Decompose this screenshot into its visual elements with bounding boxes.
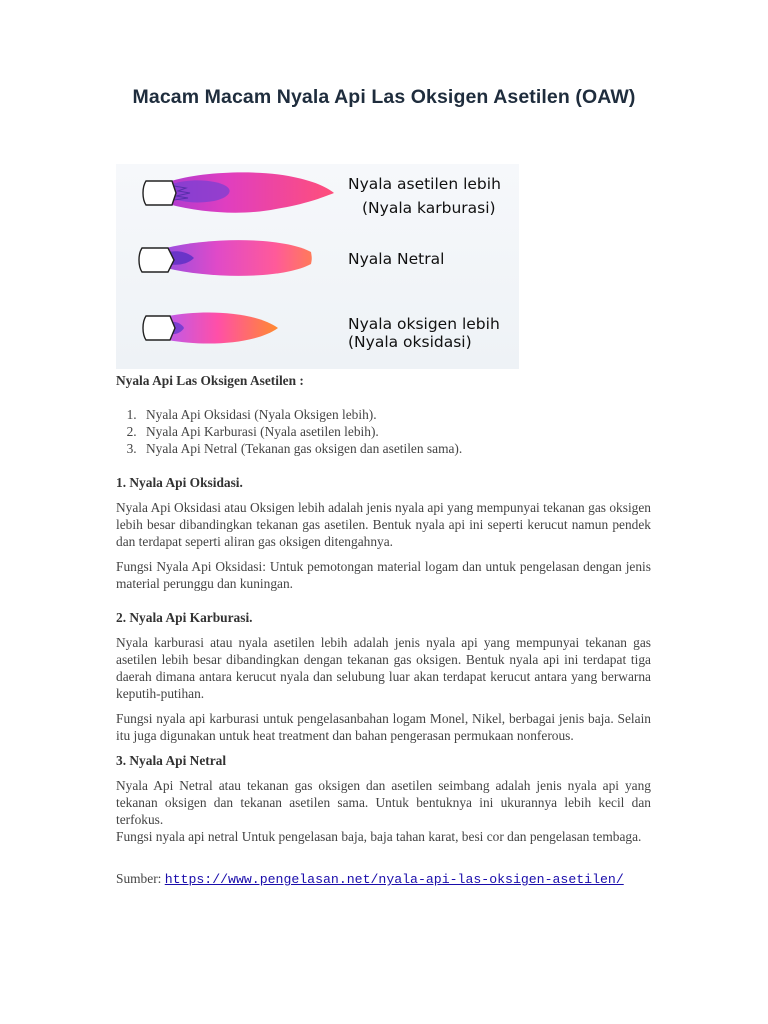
section-paragraph: Nyala Api Oksidasi atau Oksigen lebih adalah jenis nyala api yang mempunyai tekanan gas oksigen lebih besar dibandingkan tekanan gas asetilen. Bentuk nyala api ini seperti kerucut namun pendek dan terdapat seperti aliran gas oksigen ditengahnya.: [116, 500, 651, 549]
section-paragraph: Fungsi nyala api netral Untuk pengelasan baja, baja tahan karat, besi cor dan pengelasan tembaga.: [116, 829, 642, 844]
list-item: 3. Nyala Api Netral (Tekanan gas oksigen dan asetilen sama).: [140, 440, 651, 457]
figure-label-carburizing-line1: Nyala asetilen lebih: [348, 175, 501, 193]
section-paragraph: Fungsi Nyala Api Oksidasi: Untuk pemotongan material logam dan untuk pengelasan dengan jenis material perunggu dan kuningan.: [116, 559, 651, 591]
section-heading-neutral: 3. Nyala Api Netral: [116, 753, 227, 768]
source-label: Sumber:: [116, 871, 165, 886]
oxidizing-flame-icon: [143, 312, 278, 343]
figure-label-carburizing-line2: (Nyala karburasi): [362, 199, 496, 217]
section-paragraph: Nyala karburasi atau nyala asetilen lebih adalah jenis nyala api yang mempunyai tekanan gas asetilen lebih besar dibandingkan dengan tekanan gas oksigen. Bentuk nyala api ini terdapat tiga daerah dimana antara kerucut nyala dan selubung luar akan terdapat kerucut antara yang berwarna keputih-putihan.: [116, 635, 651, 701]
neutral-flame-icon: [139, 240, 312, 276]
article-body: [116, 372, 651, 888]
carburizing-flame-icon: [143, 172, 334, 212]
source-link[interactable]: https://www.pengelasan.net/nyala-api-las-oksigen-asetilen/: [164, 872, 624, 887]
figure-label-oxidizing-line1: Nyala oksigen lebih: [348, 315, 500, 333]
source-line: [116, 870, 651, 888]
section-paragraph: Nyala Api Netral atau tekanan gas oksigen dan asetilen seimbang adalah jenis nyala api yang tekanan oksigen dan tekanan asetilen sama. Untuk bentuknya ini ukurannya lebih kecil dan terfokus.: [116, 778, 651, 827]
section-paragraph: Fungsi nyala api karburasi untuk pengelasanbahan logam Monel, Nikel, berbagai jenis baja. Selain itu juga digunakan untuk heat treatment dan bahan pengerasan permukaan nonferous.: [116, 711, 651, 743]
figure-label-oxidizing-line2: (Nyala oksidasi): [348, 333, 472, 351]
section-heading-carburizing: 2. Nyala Api Karburasi.: [116, 610, 253, 625]
flame-types-figure: [116, 164, 519, 369]
flame-types-list: [116, 406, 651, 457]
intro-heading: Nyala Api Las Oksigen Asetilen :: [116, 373, 304, 388]
figure-label-neutral: Nyala Netral: [348, 250, 445, 268]
page-title: Macam Macam Nyala Api Las Oksigen Asetilen (OAW): [132, 86, 636, 108]
list-item: 1. Nyala Api Oksidasi (Nyala Oksigen lebih).: [140, 406, 651, 423]
section-heading-oxidizing: 1. Nyala Api Oksidasi.: [116, 475, 243, 490]
list-item: 2. Nyala Api Karburasi (Nyala asetilen lebih).: [140, 423, 651, 440]
